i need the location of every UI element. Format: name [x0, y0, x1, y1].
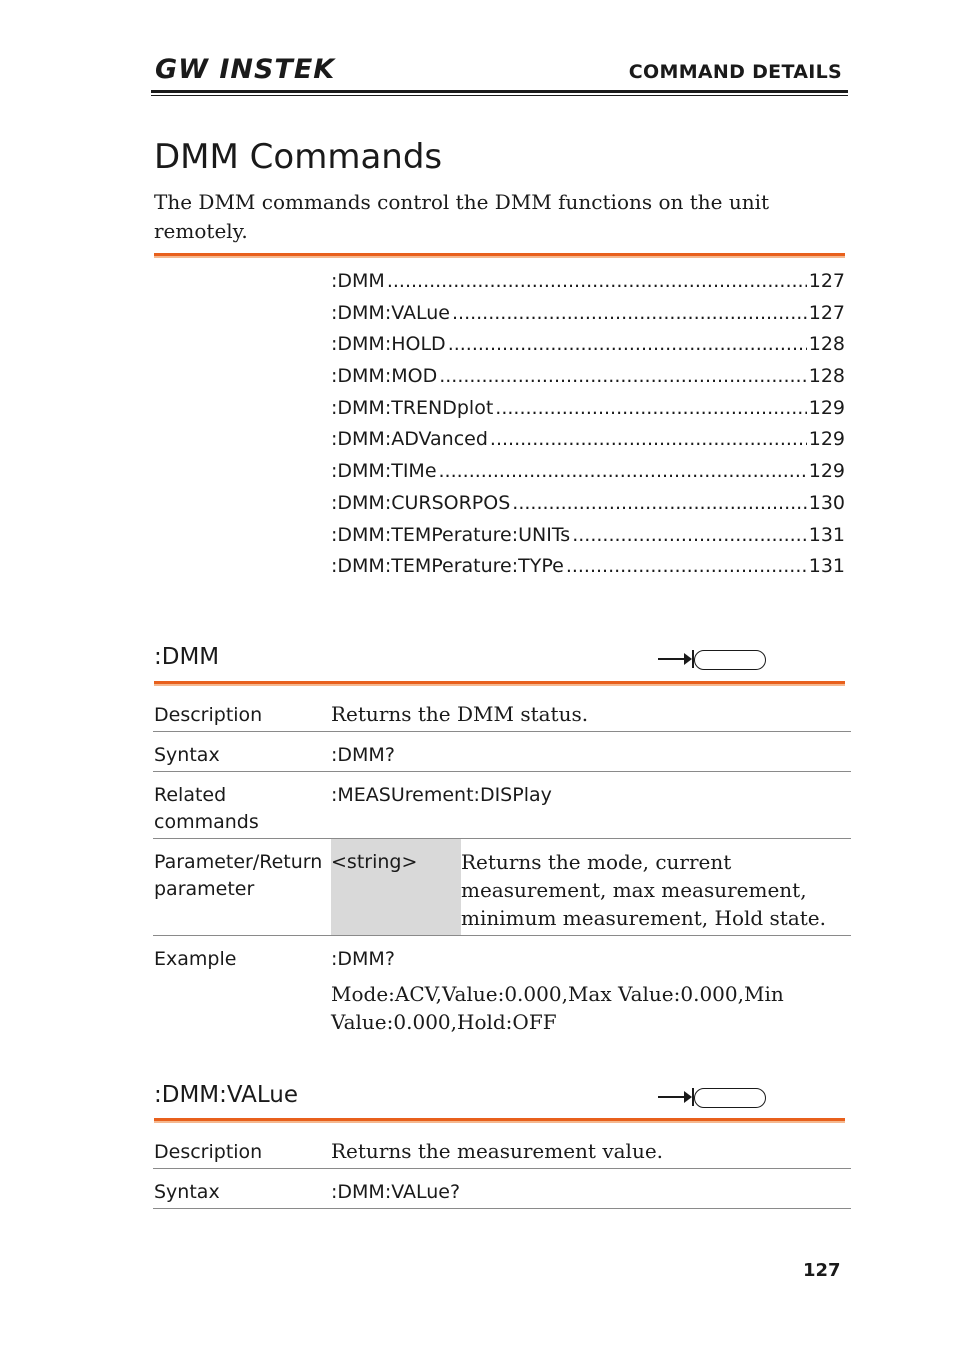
- toc-entry[interactable]: [331, 428, 845, 452]
- command-heading: :DMM:VALue: [154, 1082, 299, 1108]
- toc-leader: [387, 270, 807, 292]
- description-label: Description: [154, 704, 263, 726]
- row-separator: [153, 1208, 851, 1209]
- toc-leader: [448, 333, 807, 355]
- toc-entry-page: 127: [808, 302, 845, 324]
- query-icon: [658, 1086, 768, 1110]
- query-icon: [658, 648, 768, 672]
- toc-entry[interactable]: [331, 524, 845, 548]
- row-separator: [153, 731, 851, 732]
- toc-entry-page: 131: [808, 524, 845, 546]
- toc-entry-page: 130: [808, 492, 845, 514]
- command-heading: :DMM: [154, 644, 220, 670]
- intro-paragraph: The DMM commands control the DMM functions on the unit remotely.: [154, 190, 770, 243]
- command-divider: [154, 1118, 845, 1123]
- toc-entry[interactable]: [331, 555, 845, 579]
- toc-entry[interactable]: [331, 460, 845, 484]
- toc-leader: [490, 428, 807, 450]
- description-value: Returns the DMM status.: [331, 702, 589, 726]
- header-rule-thin: [151, 95, 848, 96]
- section-divider: [154, 253, 845, 258]
- toc-entry-name: :DMM: [331, 270, 385, 292]
- row-separator: [153, 935, 851, 936]
- toc-entry[interactable]: [331, 397, 845, 421]
- example-result: Mode:ACV,Value:0.000,Max Value:0.000,Min Value:0.000,Hold:OFF: [331, 982, 784, 1034]
- command-index: [331, 270, 845, 590]
- toc-entry-name: :DMM:TEMPerature:UNITs: [331, 524, 571, 546]
- toc-leader: [495, 397, 806, 419]
- toc-leader: [439, 365, 807, 387]
- toc-entry[interactable]: [331, 270, 845, 294]
- toc-entry-page: 127: [808, 270, 845, 292]
- syntax-value: :DMM?: [331, 744, 395, 766]
- toc-entry-page: 129: [808, 397, 845, 419]
- page-title: DMM Commands: [154, 137, 443, 177]
- page-number: 127: [803, 1260, 841, 1281]
- related-value: :MEASUrement:DISPlay: [331, 784, 552, 806]
- row-separator: [153, 771, 851, 772]
- toc-leader: [512, 492, 806, 514]
- toc-entry-name: :DMM:HOLD: [331, 333, 446, 355]
- related-label: Related commands: [154, 784, 259, 833]
- toc-leader: [566, 555, 807, 577]
- parameter-label: Parameter/Return parameter: [154, 851, 323, 900]
- toc-entry[interactable]: [331, 333, 845, 357]
- toc-entry-name: :DMM:ADVanced: [331, 428, 488, 450]
- toc-entry-page: 131: [808, 555, 845, 577]
- example-label: Example: [154, 948, 237, 970]
- description-label: Description: [154, 1141, 263, 1163]
- toc-entry[interactable]: [331, 302, 845, 326]
- toc-leader: [572, 524, 807, 546]
- header-rule: [151, 90, 848, 93]
- syntax-label: Syntax: [154, 1181, 220, 1203]
- toc-entry-page: 129: [808, 460, 845, 482]
- toc-entry-page: 129: [808, 428, 845, 450]
- toc-entry-name: :DMM:VALue: [331, 302, 450, 324]
- toc-leader: [452, 302, 807, 324]
- toc-entry-name: :DMM:TRENDplot: [331, 397, 494, 419]
- row-separator: [153, 838, 851, 839]
- toc-entry-page: 128: [808, 333, 845, 355]
- description-value: Returns the measurement value.: [331, 1139, 664, 1163]
- toc-entry-name: :DMM:TIMe: [331, 460, 437, 482]
- example-command: :DMM?: [331, 948, 395, 970]
- row-separator: [153, 1168, 851, 1169]
- toc-leader: [439, 460, 807, 482]
- brand-logo: GW INSTEK: [155, 54, 336, 85]
- toc-entry[interactable]: [331, 365, 845, 389]
- toc-entry-name: :DMM:TEMPerature:TYPe: [331, 555, 564, 577]
- parameter-description: Returns the mode, current measurement, max measurement, minimum measurement, Hold state.: [461, 850, 826, 930]
- toc-entry-name: :DMM:CURSORPOS: [331, 492, 511, 514]
- toc-entry-page: 128: [808, 365, 845, 387]
- syntax-label: Syntax: [154, 744, 220, 766]
- toc-entry[interactable]: [331, 492, 845, 516]
- command-divider: [154, 681, 845, 686]
- syntax-value: :DMM:VALue?: [331, 1181, 461, 1203]
- section-label: COMMAND DETAILS: [628, 61, 842, 83]
- parameter-type: <string>: [331, 851, 418, 873]
- toc-entry-name: :DMM:MOD: [331, 365, 438, 387]
